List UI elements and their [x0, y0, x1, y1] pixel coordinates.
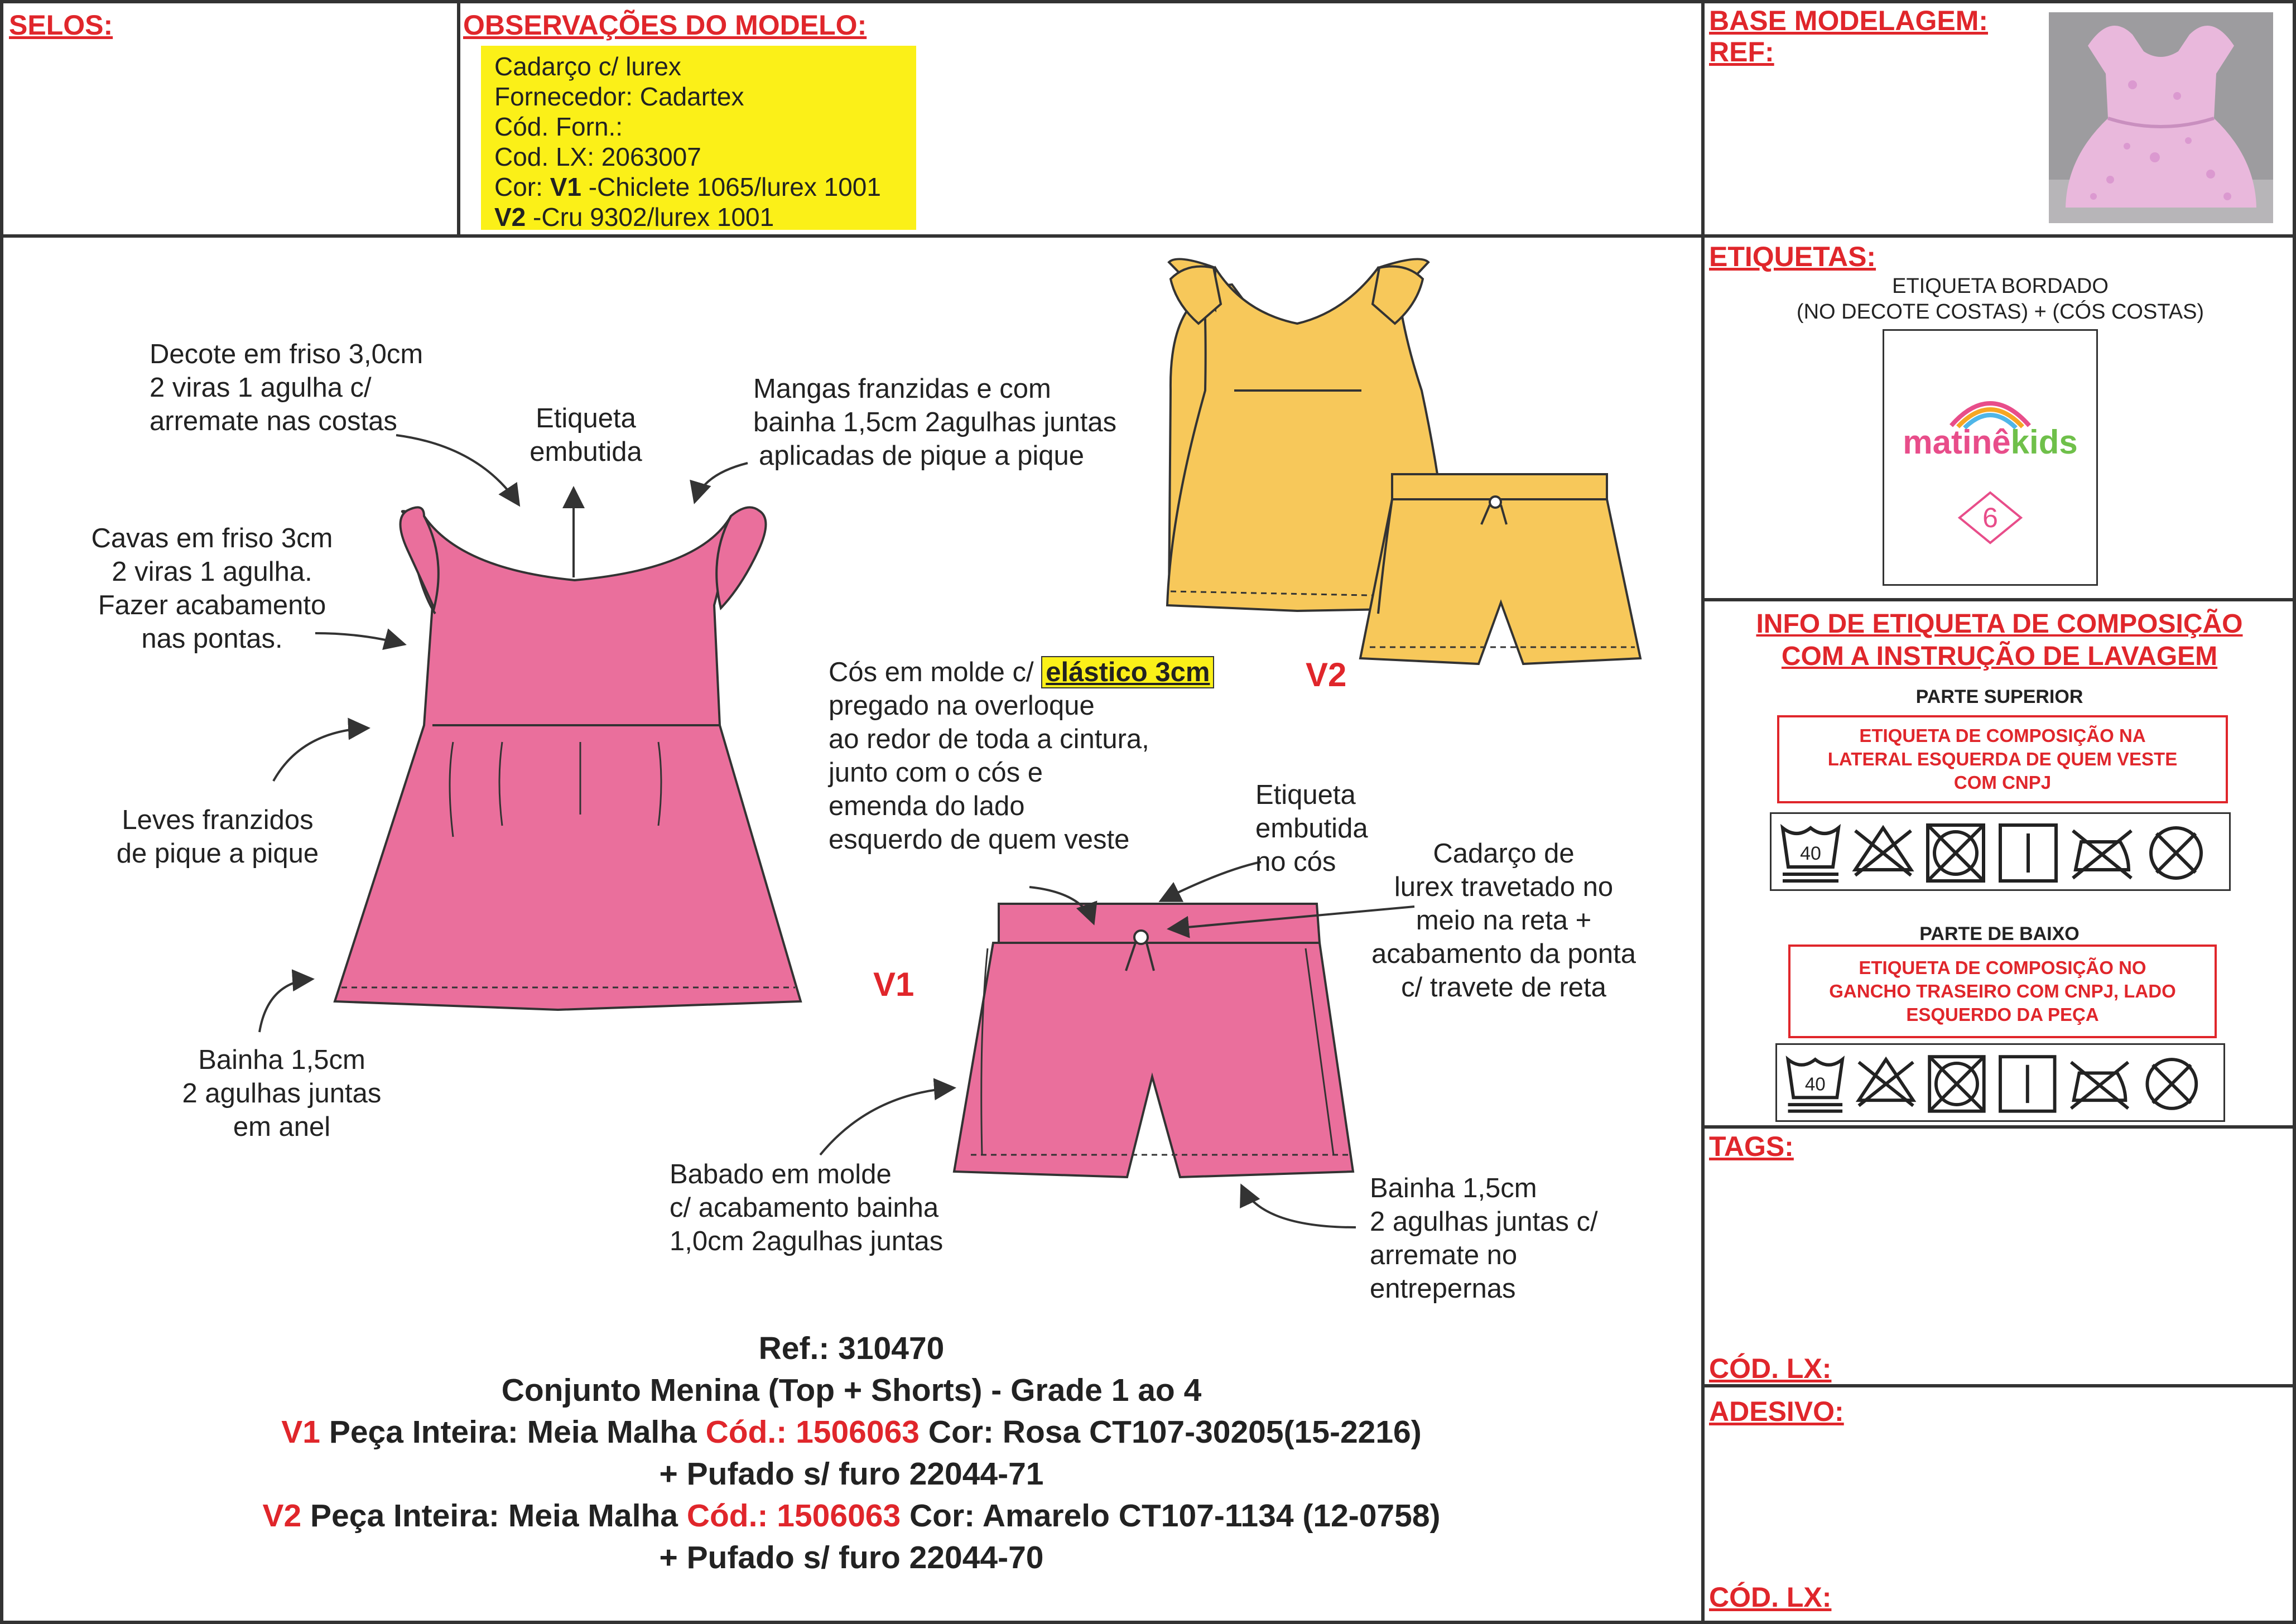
- parte-superior-box: ETIQUETA DE COMPOSIÇÃO NA LATERAL ESQUERDA DE QUEM VESTE COM CNPJ: [1777, 715, 2228, 803]
- etiqueta-cos-arrow: [1161, 862, 1261, 901]
- note-cos: Cós em molde c/ elástico 3cm pregado na overloque ao redor de toda a cintura, junto com o cós e emenda do lado esquerdo de quem veste: [829, 656, 1214, 856]
- svg-text:40: 40: [1804, 1074, 1826, 1095]
- parte-superior-label: PARTE SUPERIOR: [1915, 686, 2083, 707]
- note-leves: Leves franzidos de pique a pique: [116, 805, 319, 869]
- obs-line: Fornecedor: Cadartex: [494, 82, 744, 111]
- note-cavas: Cavas em friso 3cm 2 viras 1 agulha. Fazer acabamento nas pontas.: [91, 523, 333, 654]
- obs-line: Cód. Forn.:: [494, 112, 623, 141]
- note-etiqueta-cos: Etiqueta embutida no cós: [1255, 780, 1368, 877]
- decote-arrow: [396, 435, 519, 505]
- no-bleach-icon: [1855, 828, 1911, 870]
- note-babado: Babado em molde c/ acabamento bainha 1,0cm 2agulhas juntas: [670, 1159, 944, 1256]
- obs-line-cor-v2: V2 -Cru 9302/lurex 1001: [494, 203, 774, 232]
- obs-line: Cadarço c/ lurex: [494, 52, 681, 81]
- observacoes-title: OBSERVAÇÕES DO MODELO:: [463, 9, 867, 41]
- note-mangas: Mangas franzidas e com bainha 1,5cm 2agulhas juntas aplicadas de pique a pique: [753, 374, 1117, 471]
- etiquetas-desc: ETIQUETA BORDADO (NO DECOTE COSTAS) + (CÓS COSTAS): [1796, 274, 2204, 324]
- parte-de-baixo-box: ETIQUETA DE COMPOSIÇÃO NO GANCHO TRASEIRO COM CNPJ, LADO ESQUERDO DA PEÇA: [1788, 944, 2217, 1038]
- footer-v2: V2 Peça Inteira: Meia Malha Cód.: 1506063 Cor: Amarelo CT107-1134 (12-0758): [262, 1498, 1441, 1534]
- note-etiqueta-embutida: Etiqueta embutida: [530, 403, 642, 467]
- selos-title: SELOS:: [9, 9, 113, 41]
- bainha-short-arrow: [1241, 1186, 1356, 1227]
- ref-title: REF:: [1709, 36, 1774, 68]
- footer-title: Conjunto Menina (Top + Shorts) - Grade 1 ao 4: [501, 1372, 1202, 1408]
- note-bainha-short: Bainha 1,5cm 2 agulhas juntas c/ arremate no entrepernas: [1370, 1173, 1598, 1304]
- note-bainha-top: Bainha 1,5cm 2 agulhas juntas em anel: [182, 1045, 382, 1142]
- v1-top-drawing: [335, 507, 801, 1010]
- care-symbols-baixo: [1775, 1043, 2225, 1122]
- footer-v1-pufado: + Pufado s/ furo 22044-71: [659, 1456, 1044, 1492]
- v2-shorts-drawing: [1360, 474, 1640, 664]
- composicao-title: INFO DE ETIQUETA DE COMPOSIÇÃO COM A INSTRUÇÃO DE LAVAGEM: [1756, 609, 2243, 671]
- note-decote: Decote em friso 3,0cm 2 viras 1 agulha c/ arremate nas costas: [150, 339, 423, 436]
- babado-arrow: [820, 1088, 954, 1155]
- leves-arrow: [273, 728, 368, 781]
- brand-logo: [1884, 331, 2096, 584]
- obs-line-cor: Cor: V1 -Chiclete 1065/lurex 1001: [494, 172, 881, 201]
- footer-v1: V1 Peça Inteira: Meia Malha Cód.: 1506063 Cor: Rosa CT107-30205(15-2216): [281, 1414, 1422, 1450]
- parte-de-baixo-label: PARTE DE BAIXO: [1919, 923, 2080, 944]
- footer-description: [0, 1328, 1703, 1579]
- bainha-top-arrow: [259, 979, 312, 1032]
- footer-ref: Ref.: 310470: [758, 1331, 945, 1366]
- reference-photo: [2049, 12, 2273, 223]
- v1-shorts-drawing: [954, 904, 1353, 1177]
- note-cadarco: Cadarço de lurex travetado no meio na reta + acabamento da ponta c/ travete de reta: [1371, 838, 1636, 1003]
- adesivo-cod-lx: CÓD. LX:: [1709, 1582, 1832, 1613]
- size-number: 6: [1982, 502, 1998, 533]
- obs-line: Cod. LX: 2063007: [494, 142, 701, 171]
- svg-text:40: 40: [1800, 843, 1821, 864]
- embroidered-label: [1883, 329, 2098, 586]
- base-modelagem-title: BASE MODELAGEM:: [1709, 5, 1988, 36]
- footer-v2-pufado: + Pufado s/ furo 22044-70: [659, 1540, 1044, 1575]
- elastico-highlight: elástico 3cm: [1041, 656, 1214, 688]
- variant-label-v1: V1: [873, 966, 914, 1003]
- tags-title: TAGS:: [1709, 1131, 1794, 1162]
- mangas-arrow: [695, 463, 748, 502]
- adesivo-title: ADESIVO:: [1709, 1396, 1844, 1427]
- etiquetas-title: ETIQUETAS:: [1709, 241, 1876, 272]
- care-symbols-superior: [1770, 812, 2231, 891]
- no-bleach-icon: [1859, 1059, 1913, 1100]
- tags-cod-lx: CÓD. LX:: [1709, 1353, 1832, 1384]
- svg-text:matinêkids: matinêkids: [1903, 423, 2078, 461]
- variant-label-v2: V2: [1306, 656, 1347, 693]
